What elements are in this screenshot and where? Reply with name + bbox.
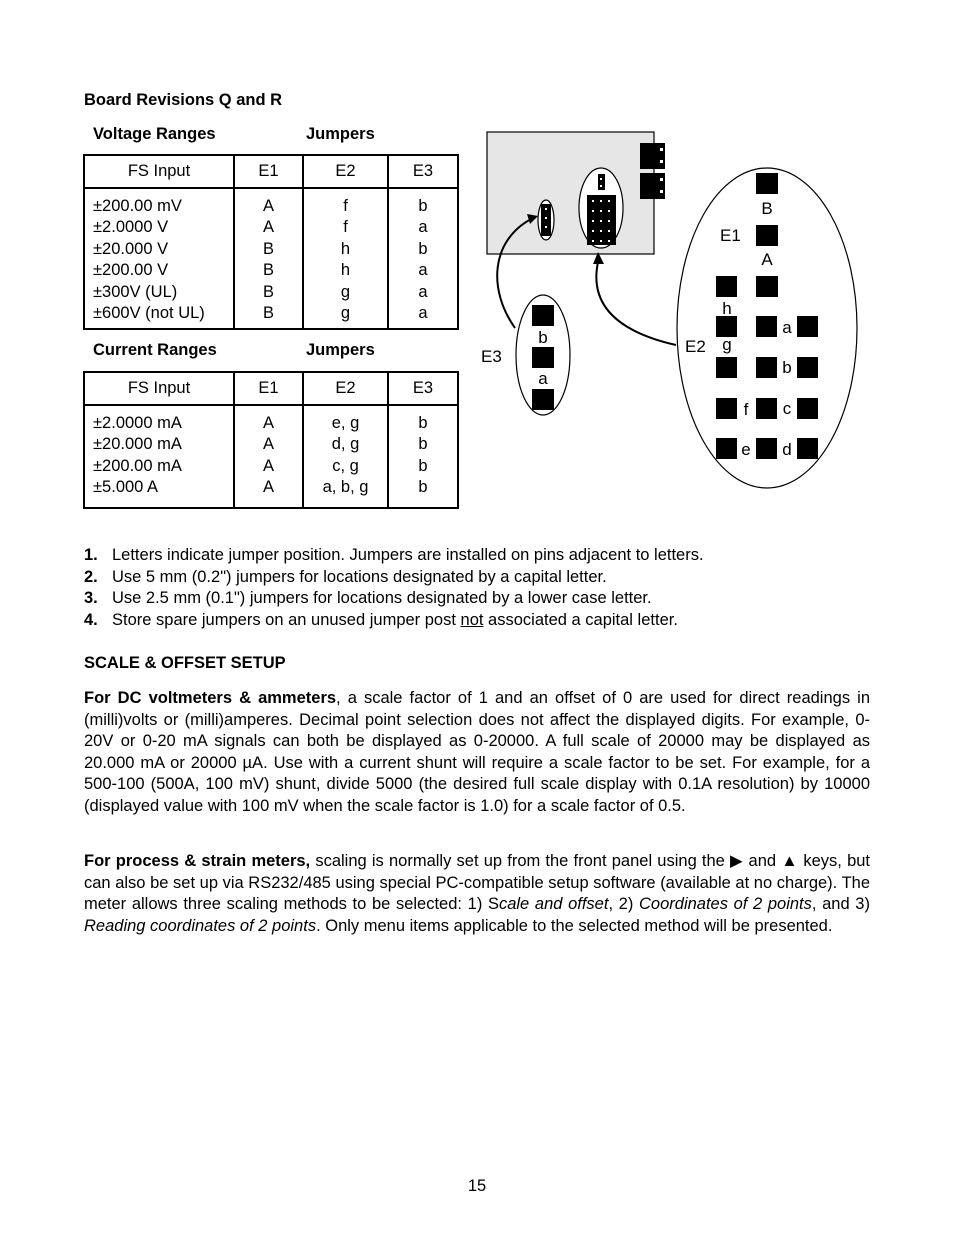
- e3-column: [388, 188, 458, 329]
- e2-pin: [756, 357, 777, 378]
- note-text: Use 5 mm (0.2") jumpers for locations designated by a capital letter.: [112, 567, 607, 586]
- list-item: [84, 545, 874, 567]
- current-ranges-table: [83, 371, 459, 509]
- list-item: [84, 610, 874, 632]
- current-jumpers-label: Jumpers: [306, 341, 375, 359]
- header-e3: E3: [388, 155, 458, 188]
- e2-column: [303, 405, 388, 508]
- e3-pin-label-a: a: [538, 369, 548, 388]
- dc-paragraph: [84, 688, 870, 817]
- circuit-board: [487, 132, 654, 254]
- cell: ±2.0000 mA: [93, 414, 182, 432]
- note-text: Store spare jumpers on an unused jumper post not associated a capital letter.: [112, 610, 678, 629]
- e3-pin: [532, 305, 554, 326]
- e1-pin: [756, 225, 778, 246]
- cell: B: [262, 239, 274, 258]
- cell: A: [262, 478, 274, 497]
- e1-column: [234, 405, 303, 508]
- table-header-row: [84, 372, 458, 405]
- cell: f: [343, 218, 348, 237]
- cell: a: [418, 304, 428, 323]
- cell: ±300V (UL): [93, 282, 178, 301]
- note-number: 1.: [84, 546, 98, 564]
- cell: ±200.00 mV: [93, 197, 182, 215]
- cell: B: [262, 282, 274, 301]
- cell: ±5.000 A: [93, 478, 159, 497]
- e2-pin-label-f: f: [743, 400, 749, 419]
- section-title: Board Revisions Q and R: [84, 91, 283, 109]
- cell: ±2.0000 V: [93, 218, 169, 237]
- e2-pin: [797, 398, 818, 419]
- e2-pin: [756, 398, 777, 419]
- e2-pin: [756, 438, 777, 459]
- header-e2: E2: [303, 372, 388, 405]
- cell: b: [418, 478, 428, 497]
- table-header-row: [84, 155, 458, 188]
- cell: ±20.000 mA: [93, 435, 182, 454]
- e3-label: E3: [481, 347, 502, 366]
- e3-column: [388, 405, 458, 508]
- cell: g: [340, 304, 351, 323]
- cell: A: [262, 435, 274, 454]
- cell: A: [262, 197, 274, 215]
- cell: e, g: [331, 414, 360, 432]
- method-scale-offset: cale and offset: [498, 895, 609, 913]
- method-coordinates: Coordinates of 2 points: [639, 895, 812, 913]
- paragraph-body: , a scale factor of 1 and an offset of 0 are used for direct readings in (milli)volts or (milli)amperes. Decimal point selection does not affect the displayed digits. For example, 0-20V or 0-20 mA signals can both be displayed as 0-20000. A full scale of 20000 may be displayed as 20.000 mA or 20000 µA. Use with a current shunt will require a scale factor to be set. For example, for a 500-100 (500A, 100 mV) shunt, divide 5000 (the desired full scale display with 0.1A resolution) by 10000 (displayed value with 100 mV when the scale factor is 1.0) for a scale factor of 0.5.: [84, 689, 870, 815]
- cell: A: [262, 218, 274, 237]
- header-e1: E1: [234, 372, 303, 405]
- e2-pin: [716, 276, 737, 297]
- header-e2: E2: [303, 155, 388, 188]
- e1-pin-label-b: B: [761, 199, 773, 218]
- note-number: 4.: [84, 610, 98, 629]
- e1-label: E1: [720, 226, 741, 245]
- fs-input-column: [84, 188, 234, 329]
- e2-column: [303, 188, 388, 329]
- note-text: Letters indicate jumper position. Jumpers are installed on pins adjacent to letters.: [112, 546, 704, 564]
- e3-pin-label-b: b: [538, 328, 548, 347]
- cell: h: [340, 239, 351, 258]
- note-number: 3.: [84, 589, 98, 607]
- e3-pin: [532, 389, 554, 410]
- paragraph-lead: For DC voltmeters & ammeters: [84, 689, 337, 707]
- header-e3: E3: [388, 372, 458, 405]
- e2-pin: [797, 316, 818, 337]
- paragraph-lead: For process & strain meters,: [84, 852, 311, 870]
- voltage-ranges-table: [83, 154, 459, 330]
- jumper-diagram: [470, 120, 870, 500]
- e2-pin-label-b: b: [782, 358, 792, 377]
- fs-input-column: [84, 405, 234, 508]
- cell: b: [418, 435, 428, 454]
- header-fs-input: FS Input: [84, 155, 234, 188]
- underlined-word: not: [460, 610, 484, 629]
- e2-pin: [716, 398, 737, 419]
- scale-offset-heading: SCALE & OFFSET SETUP: [84, 654, 286, 672]
- table-body-row: [84, 405, 458, 508]
- e2-label: E2: [685, 337, 706, 356]
- cell: ±20.000 V: [93, 239, 169, 258]
- arrow-to-e1-e2: [596, 262, 676, 345]
- header-e1: E1: [234, 155, 303, 188]
- cell: ±200.00 mA: [93, 456, 182, 475]
- e1-pin: [756, 173, 778, 194]
- e3-pin: [532, 347, 554, 368]
- cell: A: [262, 456, 274, 475]
- e2-pin-label-g: g: [722, 335, 732, 354]
- e2-pin: [797, 357, 818, 378]
- e2-pin: [716, 438, 737, 459]
- connector-top: [640, 143, 665, 169]
- e1-pin-label-a: A: [761, 250, 773, 269]
- e2-pin-label-e: e: [741, 440, 751, 459]
- cell: d, g: [331, 435, 360, 454]
- table-body-row: [84, 188, 458, 329]
- right-arrow-icon: ▶: [730, 852, 744, 870]
- e2-pin: [716, 316, 737, 337]
- up-arrow-icon: ▲: [781, 852, 799, 870]
- voltage-ranges-title: Voltage Ranges: [93, 125, 216, 143]
- cell: a: [418, 218, 428, 237]
- connector-bottom: [640, 173, 665, 199]
- cell: B: [262, 304, 274, 323]
- cell: b: [418, 456, 428, 475]
- cell: a: [418, 261, 428, 280]
- header-fs-input: FS Input: [84, 372, 234, 405]
- e2-pin-label-c: c: [782, 399, 792, 418]
- cell: a, b, g: [322, 478, 369, 497]
- cell: ±200.00 V: [93, 261, 169, 280]
- process-paragraph: For process & strain meters, scaling is normally set up from the front panel using the ▶ and ▲ keys, but can also be set up via RS232/485 using special PC-compatible setup software (available at no charge). The meter allows three scaling methods to be selected: 1) Scale and offset, 2) Coordinates of 2 points, and 3) Reading coordinates of 2 points. Only menu items applicable to the selected method will be presented.: [84, 852, 871, 935]
- note-text: Use 2.5 mm (0.1") jumpers for locations designated by a lower case letter.: [112, 589, 652, 607]
- cell: ±600V (not UL): [93, 304, 205, 323]
- e1-pin: [756, 276, 778, 297]
- method-reading-coordinates: Reading coordinates of 2 points: [84, 916, 317, 935]
- cell: B: [262, 261, 274, 280]
- page-number: 15: [467, 1177, 487, 1195]
- e2-pin: [716, 357, 737, 378]
- list-item: [84, 567, 874, 589]
- e2-pin: [797, 438, 818, 459]
- e2-pin: [756, 316, 777, 337]
- note-number: 2.: [84, 567, 98, 586]
- e2-pin-label-a: a: [782, 318, 792, 337]
- cell: f: [343, 197, 348, 215]
- cell: c, g: [332, 456, 359, 475]
- current-ranges-title: Current Ranges: [93, 341, 217, 359]
- e1-board-header: [598, 174, 605, 190]
- notes-list: [84, 545, 874, 631]
- cell: b: [418, 414, 428, 432]
- voltage-jumpers-label: Jumpers: [306, 125, 375, 143]
- cell: g: [340, 282, 351, 301]
- e2-pin-label-d: d: [782, 440, 792, 459]
- cell: A: [262, 414, 274, 432]
- cell: h: [340, 261, 351, 280]
- e1-column: [234, 188, 303, 329]
- cell: b: [418, 239, 428, 258]
- cell: b: [418, 197, 428, 215]
- e2-pin-label-h: h: [722, 299, 732, 318]
- list-item: [84, 588, 874, 610]
- cell: a: [418, 282, 428, 301]
